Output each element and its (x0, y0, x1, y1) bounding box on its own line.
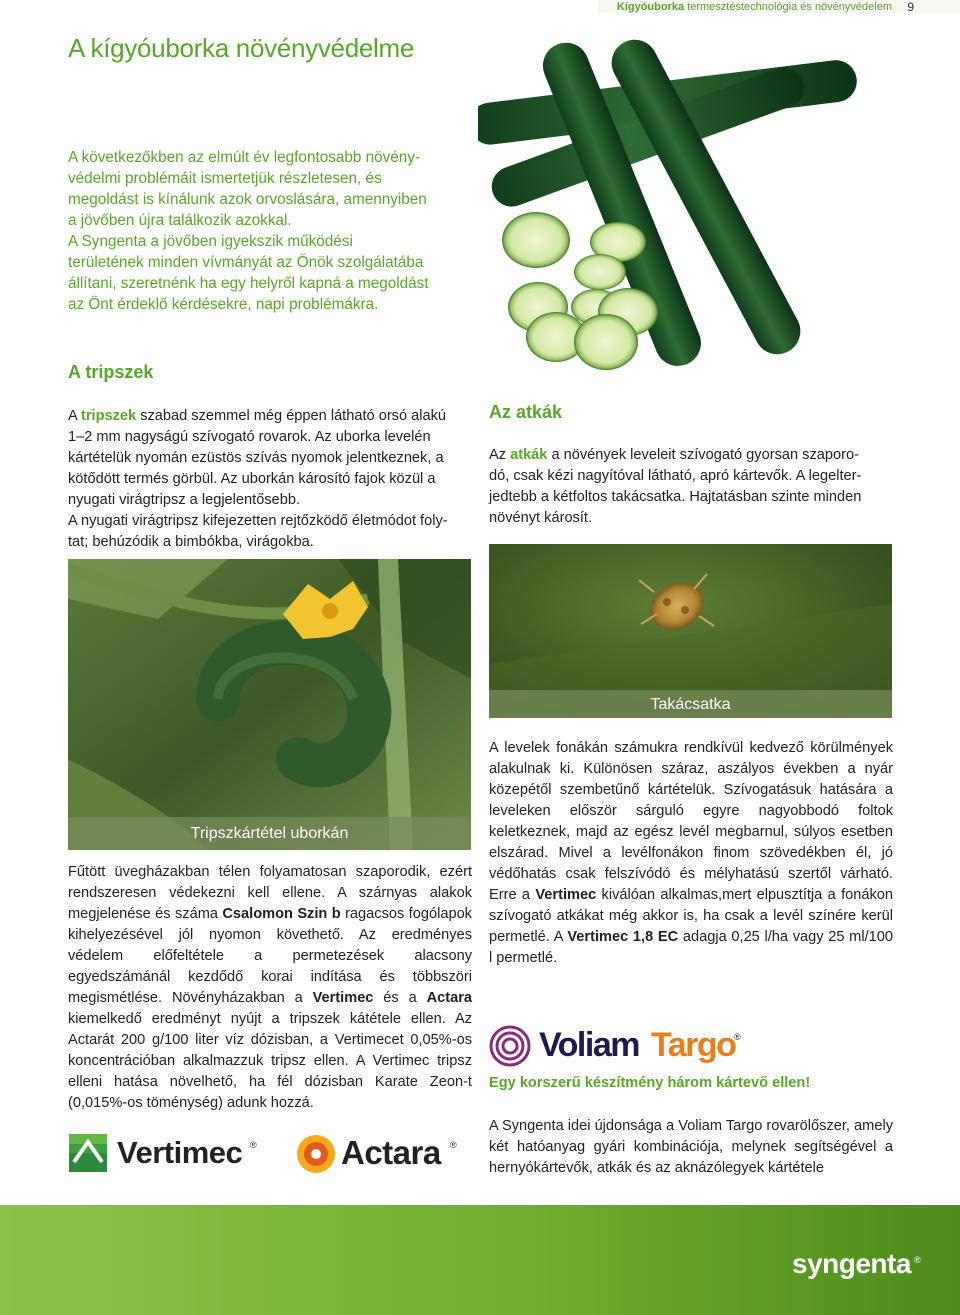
actara-logo-icon (296, 1134, 336, 1174)
section-heading-tripsz: A tripszek (68, 362, 154, 382)
registered-mark: ® (250, 1140, 257, 1150)
syngenta-logo (792, 1245, 922, 1285)
text-run: ragacsos fogólapok kihelyezésével jól nyomon követhető. Az eredményes védelem előfeltétele a permetezések alacsony egyedszámánál kezdődő korai indítása és többszöri megismétlése. Növényházakban a (68, 906, 472, 1006)
text-run: Fűtött üvegházakban télen folyamatosan szaporodik, ezért rendszeresen védekezni kell ellene. A szárnyas alakok megjelenése és száma (68, 864, 472, 922)
voliam-paragraph: A Syngenta idei újdonsága a Voliam Targo rovarölőszer, amely két hatóanyag gyári kombinációja, melynek segítségével a hernyókártevők, atkák és az aknázólegyek kártétele (489, 1118, 893, 1176)
text-line: dó, csak kézi nagyítóval látható, apró kártevők. A legelter- (489, 468, 862, 484)
intro-line: A Syngenta a jövőben igyekszik működési (68, 233, 353, 250)
text-line: A nyugati virágtripsz kifejezetten rejtőzködő életmódot foly- (68, 513, 448, 529)
intro-line: állítani, szeretnénk ha egy helyről kapná a megoldást (68, 275, 429, 292)
product-csalomon: Csalomon Szin b (222, 906, 341, 922)
product-vertimec-dose: Vertimec 1,8 EC (567, 929, 679, 945)
vertimec-logo (69, 1133, 259, 1173)
footer-bar (0, 1205, 960, 1315)
text-run: A (68, 408, 81, 424)
cucumber-slice (502, 212, 570, 268)
text-run: szabad szemmel még éppen látható orsó alakú (136, 408, 447, 424)
intro-line: az Önt érdeklő kérdésekre, napi problémákra. (68, 296, 379, 313)
thrips-damage-photo (68, 559, 471, 850)
running-header-rest: termesztéstechnológia és növényvédelem (687, 1, 892, 13)
page-title: A kígyóuborka növényvédelme (68, 33, 415, 63)
keyword-tripszek: tripszek (80, 408, 137, 424)
text-run: A levelek fonákán számukra rendkívül kedvező körülmények alakulnak ki. Különösen száraz, aszályos években a nyár közepétől szembetűnő kártételük. Szívogatásuk hatására a leveleken először sárguló egyre nagyobbodó foltok keletkeznek, majd az egész levél megbarnul, súlyos esetben elszárad. Mivel a levélfonákon finom szövedékben él, jó védőhatás csak felszívódó és mélyhatású szertől várható. Erre a (489, 740, 893, 903)
text-run: kiválóan alkalmas,mert elpusztítja a fonákon szívogató atkákat még akkor is, ha csak a levél színére kerül permetlé. A (489, 887, 894, 945)
intro-line: területének minden vívmányát az Önök szolgálatába (68, 254, 424, 271)
atkak-paragraph-1 (489, 445, 893, 529)
product-vertimec: Vertimec (312, 990, 374, 1006)
vertimec-wordmark: Vertimec (117, 1135, 243, 1170)
intro-line: a jövőben újra találkozik azokkal. (68, 212, 292, 229)
running-header-strong: Kígyóuborka (616, 1, 685, 13)
text-line: nyugati virágtripsz a legjelentősebb. (68, 492, 301, 508)
cucumber-photo (478, 22, 878, 378)
cucumber-slice (574, 254, 626, 290)
text-line: kártételük nyomán ezüstös szívás nyomok jelentkeznek, a (68, 450, 444, 466)
actara-wordmark: Actara (341, 1134, 441, 1171)
intro-line: A következőkben az elmúlt év legfontosabb növény- (68, 149, 421, 166)
intro-line: védelmi problémáit ismertetjük részletesen, és (68, 170, 382, 187)
voliam-logo-icon (489, 1025, 531, 1067)
text-line: jedtebb a kétfoltos takácsatka. Hajtatásban szinte minden (489, 489, 862, 505)
actara-logo (296, 1133, 466, 1175)
page-number: 9 (907, 0, 914, 14)
vertimec-logo-icon (69, 1134, 107, 1172)
cucumber-slice (574, 314, 638, 370)
product-actara: Actara (426, 990, 472, 1006)
intro-paragraph (68, 147, 478, 315)
registered-mark: ® (914, 1255, 921, 1265)
syngenta-wordmark: syngenta (792, 1248, 911, 1279)
tripsz-paragraph-1 (68, 406, 472, 553)
mite-photo-caption: Takácsatka (489, 690, 892, 718)
voliam-wordmark: Voliam (539, 1026, 639, 1064)
voliam-tagline: Egy korszerű készítmény három kártevő ellen! (489, 1075, 811, 1091)
text-run: és a (373, 990, 427, 1006)
spider-mite-photo (489, 544, 892, 718)
targo-wordmark: Targo (651, 1026, 736, 1064)
text-line: növényt károsít. (489, 510, 593, 526)
intro-line: megoldást is kínálunk azok orvoslására, amennyiben (68, 191, 427, 208)
text-line: kötődött termés görbül. Az uborkán károsító fajok közül a (68, 471, 436, 487)
registered-mark: ® (450, 1140, 457, 1150)
product-vertimec: Vertimec (535, 887, 597, 903)
thrips-photo-image (68, 559, 471, 850)
registered-mark: ® (734, 1032, 741, 1042)
voliam-targo-logo (489, 1024, 749, 1070)
text-line: tat; behúzódik a bimbókba, virágokba. (68, 534, 314, 550)
text-run: a növények leveleit szívogató gyorsan szaporo- (547, 447, 859, 463)
thrips-photo-caption: Tripszkártétel uborkán (68, 817, 471, 850)
text-line: 1–2 mm nagyságú szívogató rovarok. Az uborka levelén (68, 429, 431, 445)
text-run: kiemelkedő eredményt nyújt a tripszek kátétele ellen. Az Actarát 200 g/100 liter víz dózisban, a Vertimecet 0,05%-os koncentrációban alkalmazzuk tripsz ellen. A Vertimec tripsz elleni hatása növelhető, ha fél dózisban Karate Zeon-t (0,015%-os töménység) adunk hozzá. (68, 1011, 472, 1111)
keyword-atkak: atkák (510, 447, 548, 463)
section-heading-atkak: Az atkák (489, 402, 563, 422)
running-header (617, 1, 892, 13)
atkak-paragraph-2 (489, 738, 893, 969)
text-run: adagja 0,25 l/ha vagy 25 ml/100 l permetlé. (489, 929, 893, 966)
text-run: Az (489, 447, 511, 463)
tripsz-paragraph-2 (68, 862, 472, 1114)
